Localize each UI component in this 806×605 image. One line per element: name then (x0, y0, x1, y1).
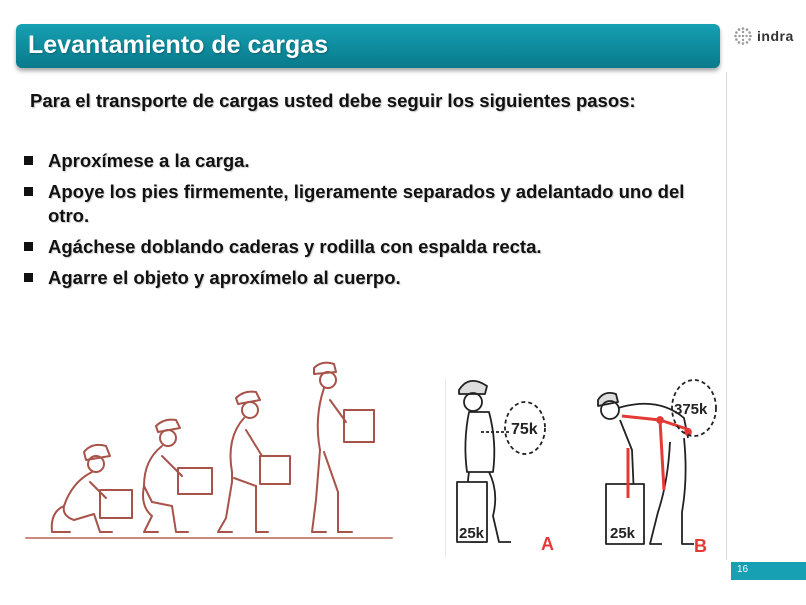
list-item (22, 180, 712, 228)
step-text: Apoye los pies firmemente, ligeramente separados y adelantado uno del otro. (48, 181, 685, 226)
worker-bend-figure (143, 420, 212, 532)
list-item (22, 149, 712, 173)
load-label-b: 25k (610, 525, 636, 542)
square-bullet-icon (24, 273, 33, 282)
step-text: Aproxímese a la carga. (48, 150, 250, 171)
page-number: 16 (737, 564, 749, 575)
page-number-tab (731, 562, 806, 580)
steps-list (22, 149, 712, 297)
slide-title: Levantamiento de cargas (28, 31, 329, 59)
title-bar (16, 24, 720, 68)
spine-load-label-a: 75k (511, 421, 538, 438)
list-item (22, 235, 712, 259)
spine-load-label-b: 375k (674, 401, 708, 418)
step-text: Agarre el objeto y aproxímelo al cuerpo. (48, 267, 401, 288)
square-bullet-icon (24, 156, 33, 165)
indra-globe-icon (733, 26, 753, 46)
figure-letter-b: B (694, 536, 707, 556)
incorrect-posture-illustration (590, 372, 720, 560)
list-item (22, 266, 712, 290)
worker-standing-figure (312, 363, 374, 532)
right-divider (726, 72, 727, 560)
lifting-sequence-illustration (22, 360, 400, 545)
figure-letter-a: A (541, 534, 554, 554)
indra-logo (733, 26, 803, 50)
square-bullet-icon (24, 187, 33, 196)
worker-lift-figure (218, 392, 290, 532)
indra-wordmark: indra (757, 28, 794, 44)
load-label-a: 25k (459, 525, 485, 542)
step-text: Agáchese doblando caderas y rodilla con espalda recta. (48, 236, 542, 257)
correct-posture-illustration (445, 370, 555, 560)
square-bullet-icon (24, 242, 33, 251)
worker-squat-figure (52, 445, 132, 532)
intro-text: Para el transporte de cargas usted debe seguir los siguientes pasos: (30, 90, 636, 111)
